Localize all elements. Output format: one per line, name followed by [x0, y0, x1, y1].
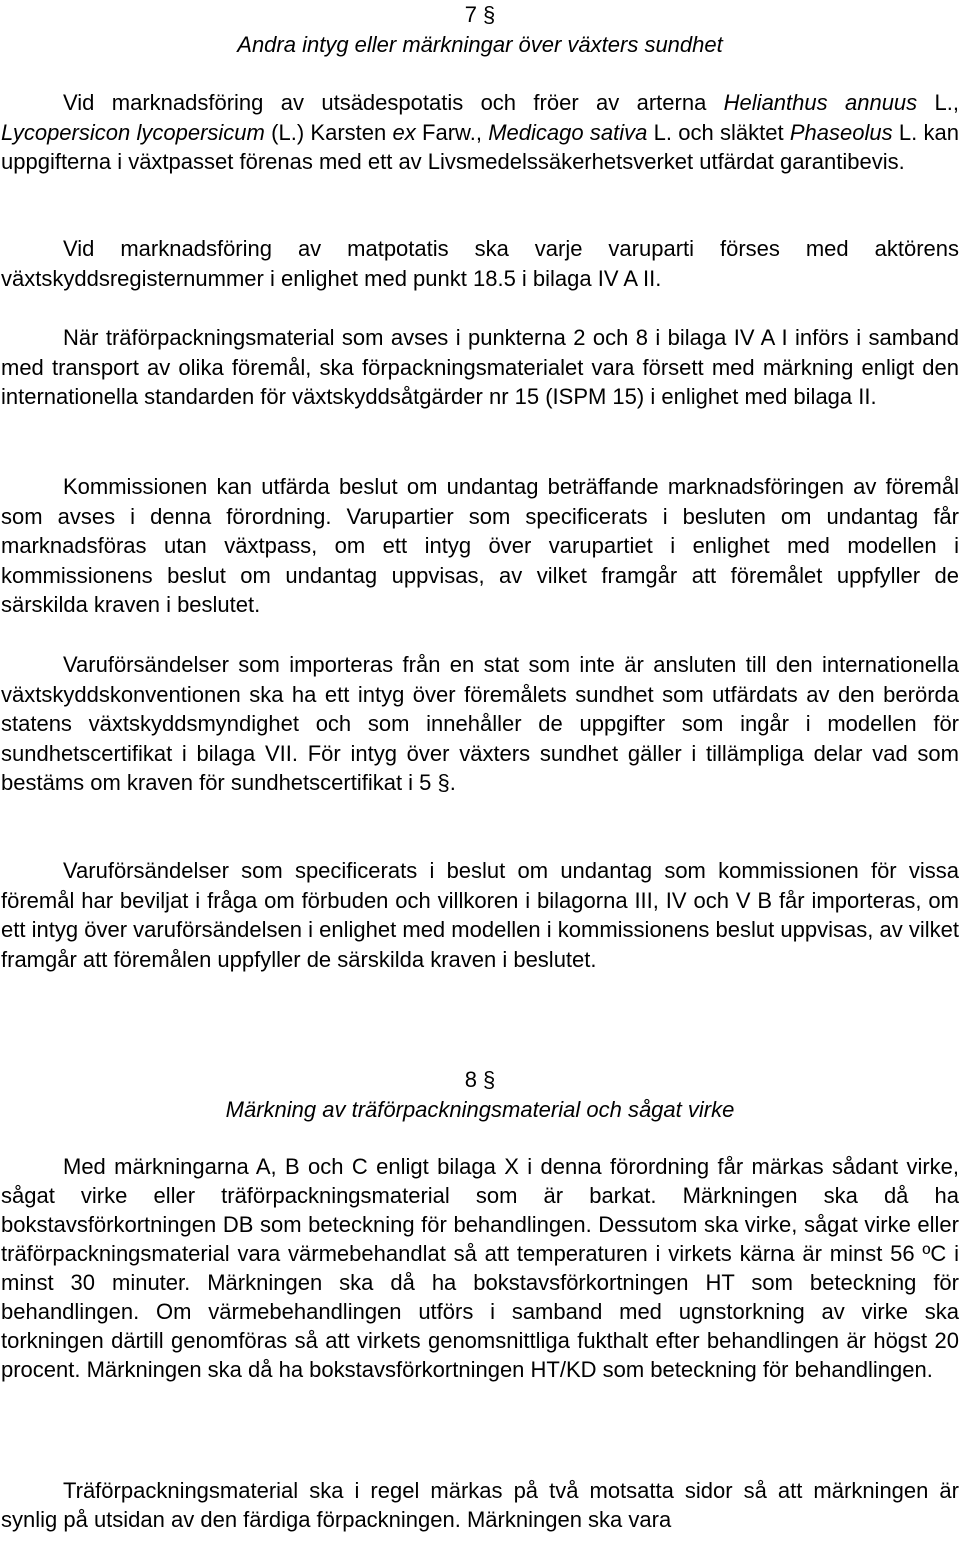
section-7-paragraph-2-block [1, 234, 959, 293]
section-7-paragraph-6 [1, 856, 959, 974]
section-7-heading-block [1, 0, 959, 60]
section-8-paragraph-1 [1, 1152, 959, 1384]
section-7-paragraph-1-block [1, 88, 959, 177]
italic-text-segment: Phaseolus [789, 119, 893, 145]
section-7-paragraph-6-block [1, 856, 959, 974]
text-segment: Med märkningarna A, B och C enligt bilaga X i denna förordning får märkas sådant virke, sågat virke eller träförpackningsmaterial som är barkat. Märkningen ska då ha bokstavsförkortningen DB som beteckning för behandlingen. Dessutom ska virke, sågat virke eller träförpackningsmaterial vara värmebehandlat så att temperaturen i virkets kärna är minst 56 ºC i minst 30 minuter. Märkningen ska då ha bokstavsförkortningen HT som beteckning för behandlingen. Om värmebehandlingen utförs i samband med ugnstorkning av virke ska torkningen därtill genomföras så att virkets genomsnittliga fukthalt efter behandlingen är högst 20 procent. Märkningen ska då ha bokstavsförkortningen HT/KD som beteckning för behandlingen. [1, 1154, 959, 1382]
italic-text-segment: Medicago sativa [488, 119, 648, 145]
text-segment: Vid marknadsföring av matpotatis ska varje varuparti förses med aktörens växtskyddsregisternummer i enlighet med punkt 18.5 i bilaga IV A II. [1, 236, 959, 291]
section-7-paragraph-4-block [1, 472, 959, 620]
text-segment: (L.) Karsten [264, 119, 393, 145]
text-segment: När träförpackningsmaterial som avses i punkterna 2 och 8 i bilaga IV A I införs i samband med transport av olika föremål, ska förpackningsmaterialet vara försett med märkning enligt den internationella standarden för växtskyddsåtgärder nr 15 (ISPM 15) i enlighet med bilaga II. [1, 325, 959, 409]
text-segment: Varuförsändelser som specificerats i beslut om undantag som kommissionen för vissa föremål har beviljat i fråga om förbuden och villkoren i bilagorna III, IV och V B får importeras, om ett intyg över varuförsändelsen i enlighet med modellen i kommissionens beslut uppvisas, av vilket framgår att föremålen uppfyller de särskilda kraven i beslutet. [1, 858, 959, 972]
section-8-paragraph-2 [1, 1476, 959, 1534]
section-8-paragraph-2-block [1, 1476, 959, 1534]
section-7-paragraph-3-block [1, 323, 959, 412]
text-segment: Varuförsändelser som importeras från en stat som inte är ansluten till den internationella växtskyddskonventionen ska ha ett intyg över föremålets sundhet som utfärdats av den berörda statens växtskyddsmyndighet och som innehåller de uppgifter som ingår i modellen för sundhetscertifikat i bilaga VII. För intyg över växters sundhet gäller i tillämpliga delar vad som bestäms om kraven för sundhetscertifikat i 5 §. [1, 652, 959, 795]
text-segment: Vid marknadsföring av utsädespotatis och fröer av arterna [63, 90, 724, 115]
text-segment: Kommissionen kan utfärda beslut om undantag beträffande marknadsföringen av föremål som avses i denna förordning. Varupartier som specificerats i besluten om undantag får marknadsföras utan växtpass, om ett intyg över varupartiet i enlighet med modellen i kommissionens beslut om undantag uppvisas, av vilket framgår att föremålet uppfyller de särskilda kraven i beslutet. [1, 474, 959, 617]
section-8-paragraph-1-block [1, 1152, 959, 1384]
section-8-number: 8 § [464, 1067, 496, 1092]
text-segment: L. och släktet [647, 119, 790, 145]
text-segment: L. kan uppgifterna i växtpasset förenas med ett av Livsmedelssäkerhetsverket utfärdat garantibevis. [1, 119, 959, 174]
section-7-number: 7 § [464, 2, 496, 27]
section-8-heading-block [1, 1065, 959, 1125]
text-segment: Farw., [415, 119, 489, 145]
section-7-title: Andra intyg eller märkningar över växters sundhet [237, 32, 723, 57]
section-7-paragraph-3 [1, 323, 959, 412]
section-7-paragraph-4 [1, 472, 959, 620]
section-7-paragraph-5-block [1, 650, 959, 798]
section-7-paragraph-2 [1, 234, 959, 293]
italic-text-segment: Helianthus annuus [723, 90, 918, 115]
italic-text-segment: Lycopersicon lycopersicum [1, 119, 265, 145]
section-7-paragraph-5 [1, 650, 959, 798]
text-segment: L., [917, 90, 959, 115]
text-segment: Träförpackningsmaterial ska i regel märkas på två motsatta sidor så att märkningen är synlig på utsidan av den färdiga förpackningen. Märkningen ska vara [1, 1478, 959, 1532]
italic-text-segment: ex [392, 119, 416, 145]
section-8-title: Märkning av träförpackningsmaterial och sågat virke [225, 1097, 735, 1122]
section-7-paragraph-1 [1, 88, 959, 177]
